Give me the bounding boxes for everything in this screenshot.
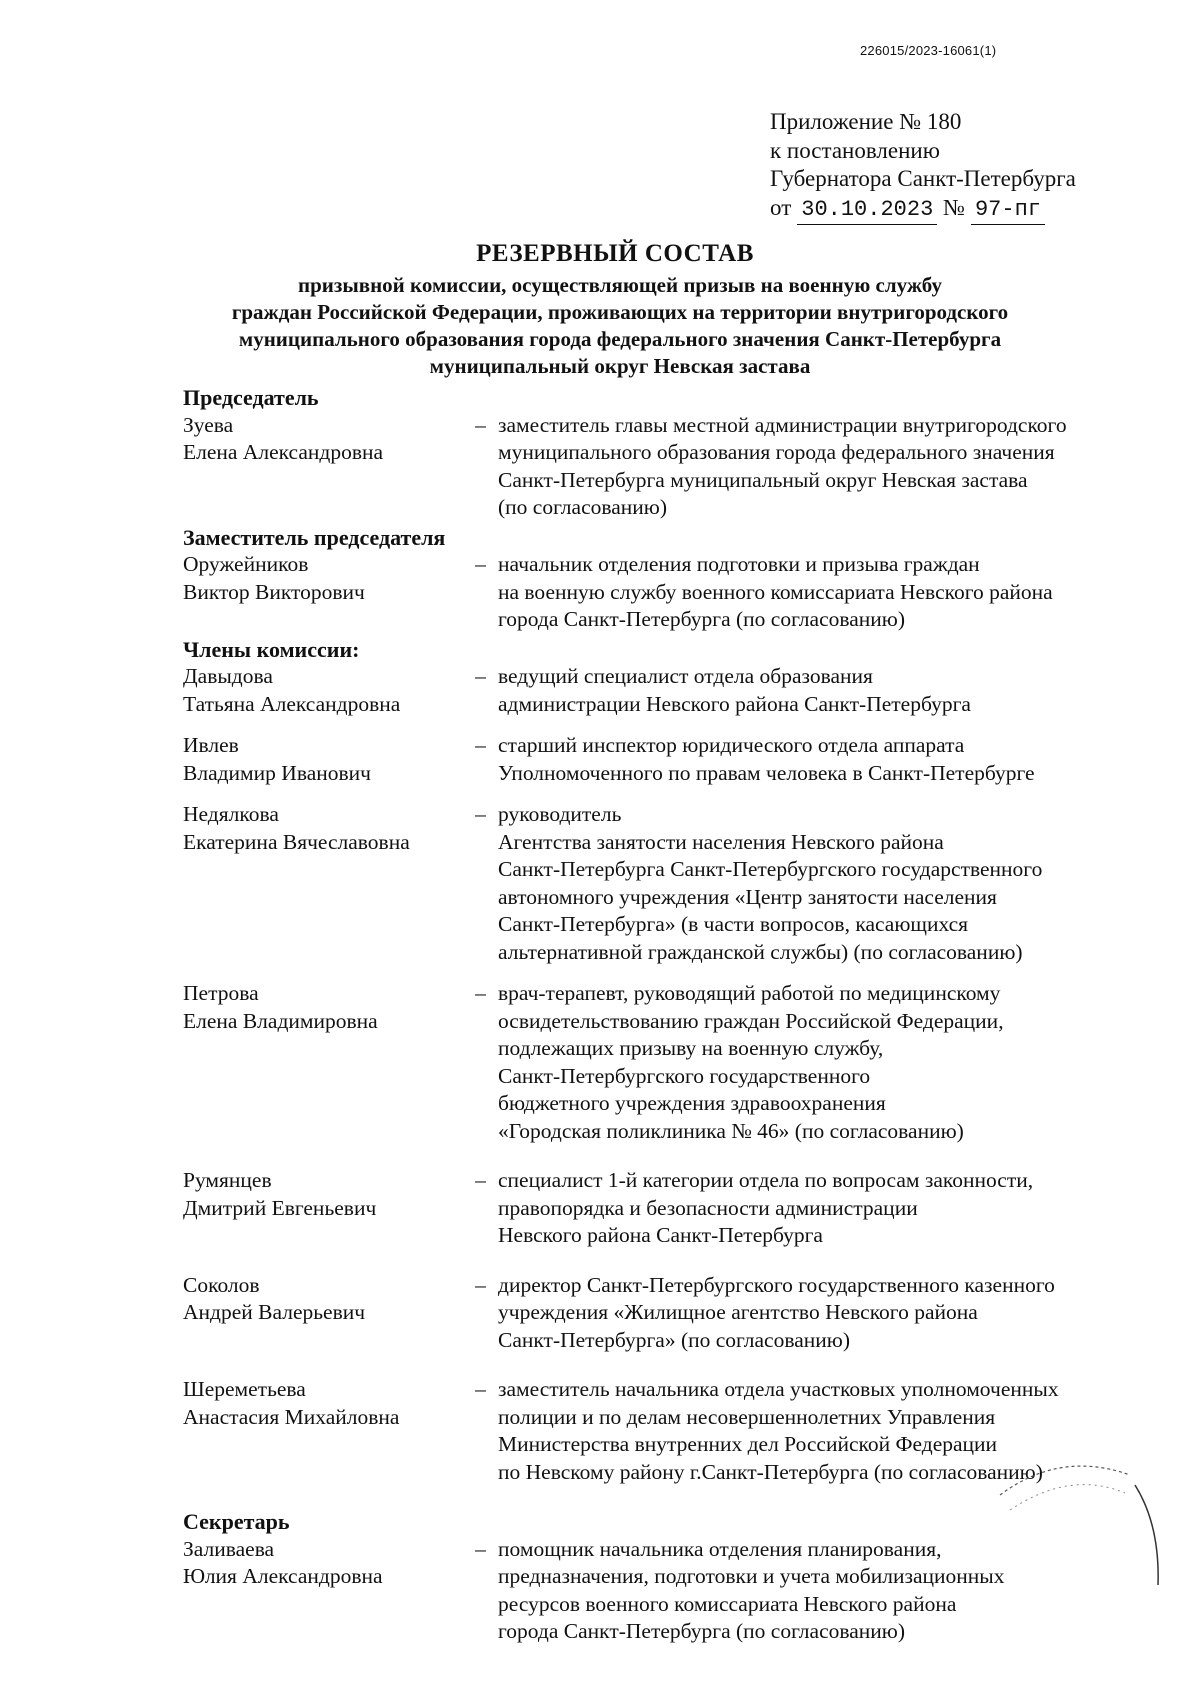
member-position: руководитель Агентства занятости населения Невского района Санкт-Петербурга Санкт-Петербургского государственного автономного учреждения «Центр занятости населения Санкт-Петербурга» (в части вопросов, касающихся альтернативной гражданской службы) (по согласованию) xyxy=(498,802,1043,964)
member-entry xyxy=(183,980,1143,1145)
member-position: помощник начальника отделения планирования, предназначения, подготовки и учета мобилизационных ресурсов военного комиссариата Невского района города Санкт-Петербурга (по согласованию) xyxy=(498,1536,1005,1643)
member-name: Недялкова Екатерина Вячеславовна xyxy=(183,802,410,854)
member-name: Шереметьева Анастасия Михайловна xyxy=(183,1377,400,1429)
deputy-heading: Заместитель председателя xyxy=(183,524,446,550)
dash-separator: – xyxy=(475,412,486,437)
member-position: специалист 1-й категории отдела по вопросам законности, правопорядка и безопасности администрации Невского района Санкт-Петербурга xyxy=(498,1168,1034,1247)
member-entry-chair xyxy=(183,412,1143,522)
appendix-line-2: к постановлению xyxy=(770,137,940,163)
document-subtitle xyxy=(40,272,1200,380)
subtitle-line-4: муниципальный округ Невская застава xyxy=(429,354,811,378)
member-name: Оружейников Виктор Викторович xyxy=(183,552,365,604)
member-name: Заливаева Юлия Александровна xyxy=(183,1536,383,1588)
appendix-block xyxy=(770,108,1076,225)
dash-separator: – xyxy=(475,1536,486,1561)
dash-separator: – xyxy=(475,802,486,826)
member-name: Румянцев Дмитрий Евгеньевич xyxy=(183,1168,377,1220)
appendix-line-1: Приложение № 180 xyxy=(770,109,962,134)
member-position: начальник отделения подготовки и призыва граждан на военную службу военного комиссариата Невского района города Санкт-Петербурга (по согласованию) xyxy=(498,552,1053,631)
subtitle-line-1: призывной комиссии, осуществляющей призыв на военную службу xyxy=(298,273,942,297)
dash-separator: – xyxy=(475,1272,486,1297)
date-prefix: от xyxy=(770,194,792,220)
member-name: Давыдова Татьяна Александровна xyxy=(183,664,401,716)
member-name: Ивлев Владимир Иванович xyxy=(183,733,371,785)
member-entry xyxy=(183,1272,1143,1355)
subtitle-line-2: граждан Российской Федерации, проживающих на территории внутригородского xyxy=(231,300,1009,324)
appendix-line-3: Губернатора Санкт-Петербурга xyxy=(770,166,1076,191)
member-position: ведущий специалист отдела образования администрации Невского района Санкт-Петербурга xyxy=(498,664,971,716)
dash-separator: – xyxy=(475,733,486,757)
resolution-date: 30.10.2023 xyxy=(797,196,937,226)
member-position: заместитель главы местной администрации внутригородского муниципального образования города федерального значения Санкт-Петербурга муниципальный округ Невская застава (по согласованию) xyxy=(498,412,1067,519)
appendix-date-line xyxy=(770,194,1076,226)
member-entry xyxy=(183,732,1143,787)
resolution-number: 97-пг xyxy=(971,196,1045,226)
title-block xyxy=(0,240,1200,380)
chair-heading: Председатель xyxy=(183,385,319,410)
dash-separator: – xyxy=(475,552,486,576)
member-name: Зуева Елена Александровна xyxy=(183,412,384,464)
dash-separator: – xyxy=(475,981,486,1005)
dash-separator: – xyxy=(475,1377,486,1401)
secretary-heading: Секретарь xyxy=(183,1509,290,1534)
document-title: РЕЗЕРВНЫЙ СОСТАВ xyxy=(476,240,754,267)
member-entry-deputy xyxy=(183,551,1143,634)
member-position: старший инспектор юридического отдела аппарата Уполномоченного по правам человека в Санкт-Петербурге xyxy=(498,733,1035,785)
subtitle-line-3: муниципального образования города федерального значения Санкт-Петербурга xyxy=(238,327,1002,351)
document-registration-number: 226015/2023-16061(1) xyxy=(860,43,997,58)
dash-separator: – xyxy=(475,664,486,688)
members-heading: Члены комиссии: xyxy=(183,636,360,662)
member-name: Соколов Андрей Валерьевич xyxy=(183,1272,366,1324)
dash-separator: – xyxy=(475,1168,486,1192)
member-name: Петрова Елена Владимировна xyxy=(183,981,378,1033)
member-position: врач-терапевт, руководящий работой по медицинскому освидетельствованию граждан Российской Федерации, подлежащих призыву на военную службу, Санкт-Петербургского государственного бюджетного учреждения здравоохранения «Городская поликлиника № 46» (по согласованию) xyxy=(498,981,1004,1143)
member-position: заместитель начальника отдела участковых уполномоченных полиции и по делам несовершеннолетних Управления Министерства внутренних дел Российской Федерации по Невскому району г.Санкт-Петербурга (по согласованию) xyxy=(498,1377,1059,1484)
member-entry xyxy=(183,1167,1143,1250)
member-entry xyxy=(183,663,1143,718)
number-prefix: № xyxy=(943,194,965,220)
faint-stamp-mark xyxy=(990,1455,1175,1605)
member-entry xyxy=(183,801,1143,966)
member-position: директор Санкт-Петербургского государственного казенного учреждения «Жилищное агентство Невского района Санкт-Петербурга» (по согласованию) xyxy=(498,1272,1055,1352)
